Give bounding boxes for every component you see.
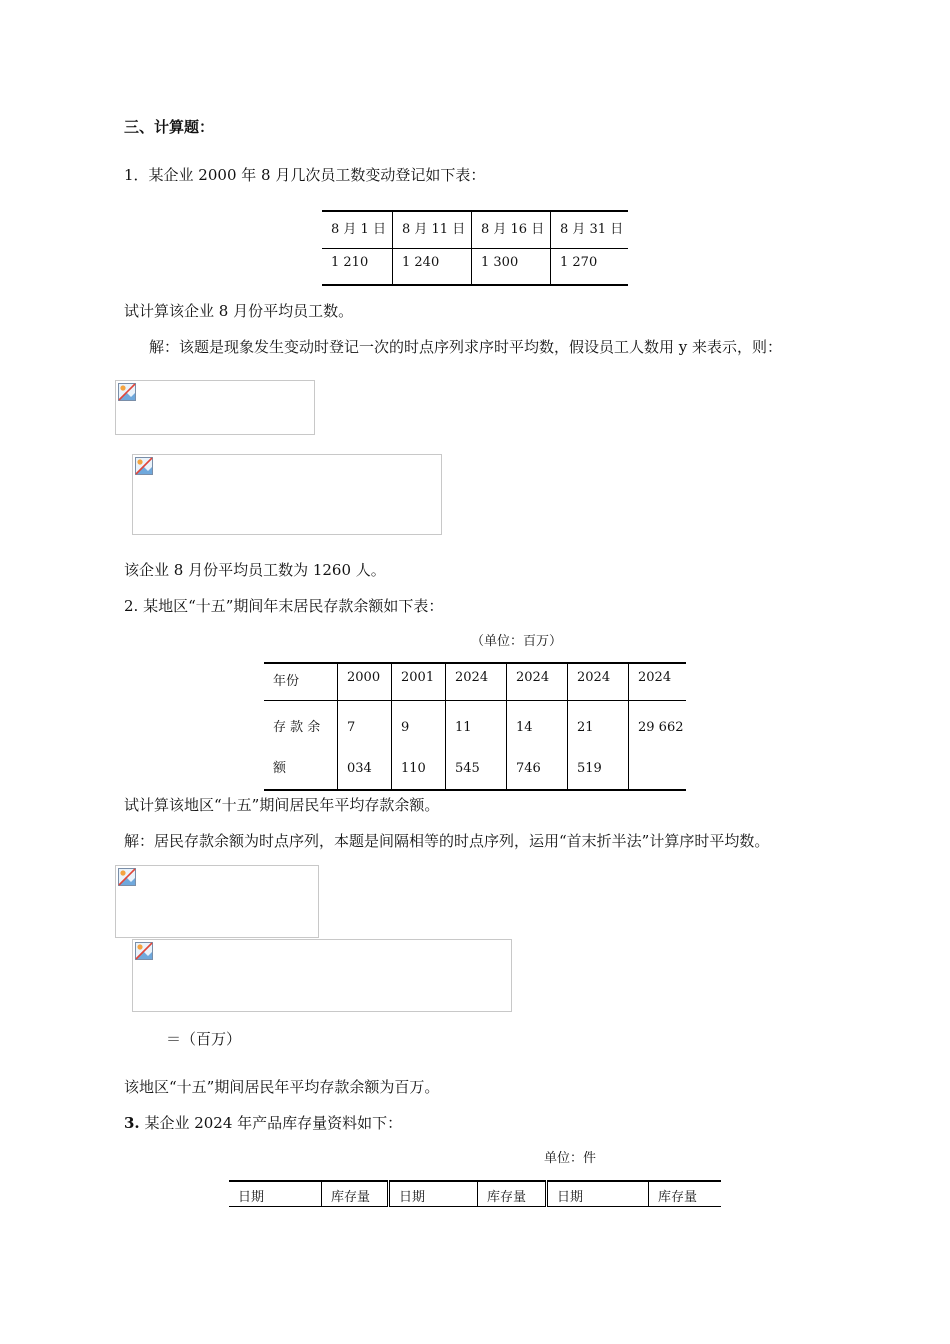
- broken-image-icon: [118, 383, 136, 401]
- q1-value-cell: 1 300: [472, 248, 551, 285]
- q3-header-cell: 库存量: [322, 1181, 389, 1206]
- q2-year-cell: 2024: [446, 663, 507, 700]
- q2-value-cell: [392, 700, 446, 790]
- q1-value-cell: 1 240: [393, 248, 472, 285]
- q2-row-label: [264, 700, 338, 790]
- q2-result-line: ＝（百万）: [166, 1030, 242, 1048]
- q3-header-cell: 日期: [389, 1181, 478, 1206]
- q1-header-cell: 8 月 16 日: [472, 211, 551, 248]
- q1-prompt: 1．某企业 2000 年 8 月几次员工数变动登记如下表：: [124, 166, 486, 184]
- q2-value-cell: [629, 700, 687, 790]
- q3-header-cell: 库存量: [478, 1181, 547, 1206]
- formula-image-placeholder: [132, 454, 442, 535]
- q2-table: [264, 662, 686, 791]
- q2-value-top: 7: [347, 719, 356, 735]
- q3-table: [229, 1180, 721, 1207]
- q2-value-top: 21: [577, 719, 594, 735]
- q3-prompt: [124, 1113, 402, 1133]
- q2-value-cell: [338, 700, 392, 790]
- q2-value-top: 9: [401, 719, 410, 735]
- q2-prompt: 2. 某地区“十五”期间年末居民存款余额如下表：: [124, 597, 444, 615]
- q1-header-cell: 8 月 31 日: [560, 222, 624, 237]
- q2-value-top: 14: [516, 719, 533, 735]
- q2-value-bottom: 746: [516, 760, 541, 776]
- q2-value-bottom: 519: [577, 760, 602, 776]
- q3-unit: 单位：件: [544, 1151, 597, 1166]
- q2-year-cell: 2024: [568, 663, 629, 700]
- q2-unit: （单位：百万）: [471, 634, 563, 649]
- q2-value-top: 29 662: [638, 719, 684, 735]
- q3-header-cell: 库存量: [658, 1190, 698, 1205]
- section-heading: 三、计算题：: [124, 118, 215, 136]
- q2-value-bottom: 110: [401, 760, 426, 776]
- q2-solution: 解：居民存款余额为时点序列，本题是间隔相等的时点序列，运用“首末折半法”计算序时平均数。: [124, 832, 770, 850]
- q3-prompt-text: 某企业 2024 年产品库存量资料如下：: [139, 1114, 403, 1132]
- q1-header-cell: 8 月 1 日: [322, 211, 393, 248]
- q2-row-label-top: 存 款 余: [273, 719, 321, 735]
- broken-image-icon: [118, 868, 136, 886]
- q1-value-cell: 1 210: [322, 248, 393, 285]
- q2-year-cell: 2024: [507, 663, 568, 700]
- q2-value-bottom: 034: [347, 760, 372, 776]
- q1-table: [322, 210, 628, 286]
- q2-row-label-bottom: 额: [273, 760, 287, 776]
- q3-number: 3.: [124, 1114, 140, 1132]
- q1-answer: 该企业 8 月份平均员工数为 1260 人。: [124, 561, 386, 579]
- q2-value-cell: [446, 700, 507, 790]
- q1-header-cell: 8 月 11 日: [393, 211, 472, 248]
- q2-value-cell: [507, 700, 568, 790]
- q2-year-cell: 2000: [338, 663, 392, 700]
- formula-image-placeholder: [132, 939, 512, 1012]
- q2-value-bottom: 545: [455, 760, 480, 776]
- q1-task: 试计算该企业 8 月份平均员工数。: [124, 302, 354, 320]
- q2-value-cell: [568, 700, 629, 790]
- q1-value-cell: 1 270: [560, 254, 598, 270]
- q3-header-cell: 日期: [229, 1181, 322, 1206]
- q2-year-cell: 2024: [638, 670, 672, 685]
- q2-answer: 该地区“十五”期间居民年平均存款余额为百万。: [124, 1078, 440, 1096]
- q3-header-cell: 日期: [547, 1181, 649, 1206]
- broken-image-icon: [135, 457, 153, 475]
- q2-row-label: 年份: [264, 663, 338, 700]
- q2-task: 试计算该地区“十五”期间居民年平均存款余额。: [124, 796, 440, 814]
- broken-image-icon: [135, 942, 153, 960]
- q1-solution: 解：该题是现象发生变动时登记一次的时点序列求序时平均数，假设员工人数用 y 来表示，则：: [149, 338, 783, 356]
- formula-image-placeholder: [115, 380, 315, 435]
- q2-year-cell: 2001: [392, 663, 446, 700]
- q2-value-top: 11: [455, 719, 472, 735]
- formula-image-placeholder: [115, 865, 319, 938]
